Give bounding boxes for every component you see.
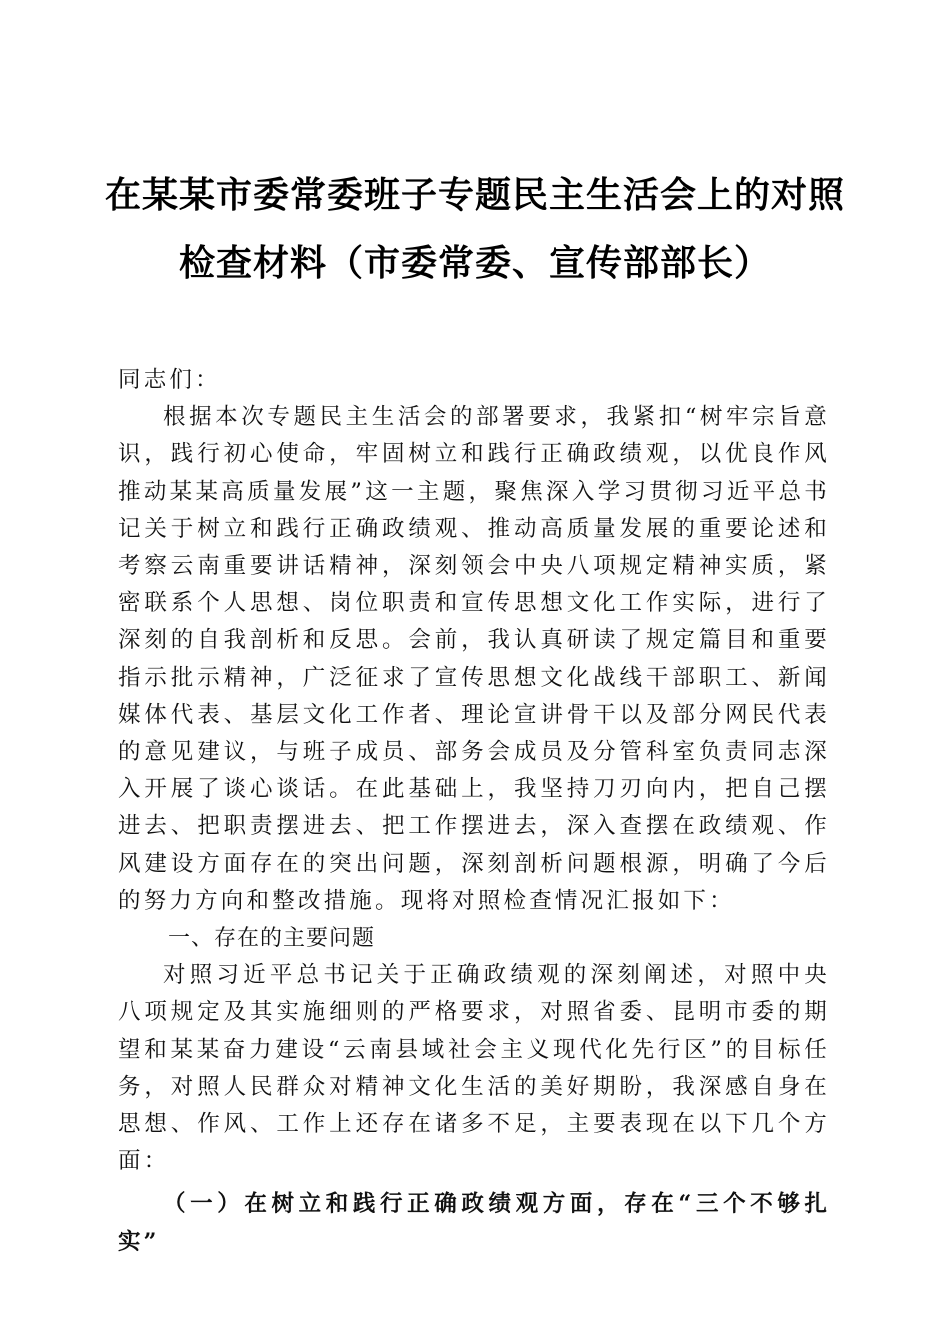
salutation: 同志们： xyxy=(118,367,221,393)
document-title-line2: 检查材料（市委常委、宣传部部长） xyxy=(178,243,771,284)
document-title-line1: 在某某市委常委班子专题民主生活会上的对照 xyxy=(104,175,845,216)
section-heading-main-problems: 一、存在的主要问题 xyxy=(168,926,376,952)
document-body xyxy=(118,362,830,1261)
paragraph-intro: 根据本次专题民主生活会的部署要求，我紧扣“树牢宗旨意识，践行初心使命，牢固树立和践行正确政绩观，以优良作风推动某某高质量发展”这一主题，聚焦深入学习贯彻习近平总书记关于树立和践行正确政绩观、推动高质量发展的重要论述和考察云南重要讲话精神，深刻领会中央八项规定精神实质，紧密联系个人思想、岗位职责和宣传思想文化工作实际，进行了深刻的自我剖析和反思。会前，我认真研读了规定篇目和重要指示批示精神，广泛征求了宣传思想文化战线干部职工、新闻媒体代表、基层文化工作者、理论宣讲骨干以及部分网民代表的意见建议，与班子成员、部务会成员及分管科室负责同志深入开展了谈心谈话。在此基础上，我坚持刀刃向内，把自己摆进去、把职责摆进去、把工作摆进去，深入查摆在政绩观、作风建设方面存在的突出问题，深刻剖析问题根源，明确了今后的努力方向和整改措施。现将对照检查情况汇报如下： xyxy=(118,404,830,914)
subsection-heading-achievement-view: （一）在树立和践行正确政绩观方面，存在“三个不够扎实” xyxy=(118,1191,830,1255)
paragraph-problems-overview: 对照习近平总书记关于正确政绩观的深刻阐述，对照中央八项规定及其实施细则的严格要求，对照省委、昆明市委的期望和某某奋力建设“云南县域社会主义现代化先行区”的目标任务，对照人民群众对精神文化生活的美好期盼，我深感自身在思想、作风、工作上还存在诸多不足，主要表现在以下几个方面： xyxy=(118,962,830,1175)
